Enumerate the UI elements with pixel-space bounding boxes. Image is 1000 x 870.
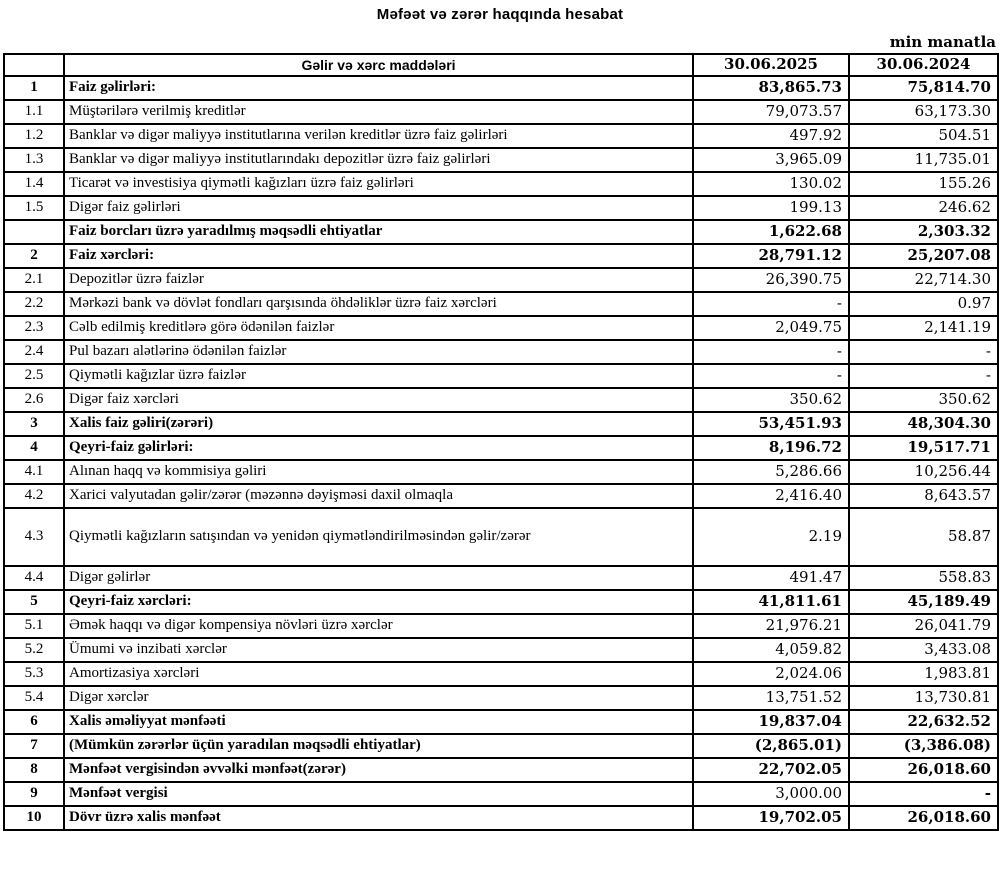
value-2024-cell: 504.51	[849, 124, 998, 148]
row-number-cell: 5	[4, 590, 64, 614]
row-label-cell: Dövr üzrə xalis mənfəət	[64, 806, 693, 830]
row-label-cell: Mənfəət vergisindən əvvəlki mənfəət(zərər)	[64, 758, 693, 782]
value-2025-cell: 497.92	[693, 124, 849, 148]
value-2025-cell: 19,837.04	[693, 710, 849, 734]
value-2025-cell: 41,811.61	[693, 590, 849, 614]
row-label-cell: Xarici valyutadan gəlir/zərər (məzənnə dəyişməsi daxil olmaqla	[64, 484, 693, 508]
table-row	[4, 244, 998, 268]
value-2024-cell: 25,207.08	[849, 244, 998, 268]
value-2025-cell: 2,049.75	[693, 316, 849, 340]
value-2024-cell: 48,304.30	[849, 412, 998, 436]
row-label-cell: Amortizasiya xərcləri	[64, 662, 693, 686]
value-2024-cell: 350.62	[849, 388, 998, 412]
row-label-cell: Ümumi və inzibati xərclər	[64, 638, 693, 662]
header-items: Gəlir və xərc maddələri	[64, 54, 693, 76]
value-2025-cell: 199.13	[693, 196, 849, 220]
page-title: Məfəət və zərər haqqında hesabat	[376, 6, 624, 23]
row-number-cell: 5.2	[4, 638, 64, 662]
row-number-cell: 4.4	[4, 566, 64, 590]
table-header-row	[4, 54, 998, 76]
header-empty-cell	[4, 54, 64, 76]
value-2025-cell: -	[693, 292, 849, 316]
table-row	[4, 292, 998, 316]
value-2024-cell: (3,386.08)	[849, 734, 998, 758]
value-2024-cell: 26,041.79	[849, 614, 998, 638]
value-2025-cell: 13,751.52	[693, 686, 849, 710]
value-2024-cell: 26,018.60	[849, 806, 998, 830]
table-row	[4, 806, 998, 830]
row-label-cell: Digər xərclər	[64, 686, 693, 710]
row-label-cell: Ticarət və investisiya qiymətli kağızları üzrə faiz gəlirləri	[64, 172, 693, 196]
row-number-cell: 2.1	[4, 268, 64, 292]
table-row	[4, 662, 998, 686]
row-label-cell: Alınan haqq və kommisiya gəliri	[64, 460, 693, 484]
table-row	[4, 388, 998, 412]
table-header	[4, 54, 998, 76]
value-2025-cell: 79,073.57	[693, 100, 849, 124]
row-label-cell: Xalis faiz gəliri(zərəri)	[64, 412, 693, 436]
value-2025-cell: 2,024.06	[693, 662, 849, 686]
row-label-cell: Xalis əməliyyat mənfəəti	[64, 710, 693, 734]
value-2024-cell: 13,730.81	[849, 686, 998, 710]
table-row	[4, 614, 998, 638]
row-number-cell: 2.3	[4, 316, 64, 340]
table-row	[4, 686, 998, 710]
value-2025-cell: -	[693, 340, 849, 364]
table-row	[4, 638, 998, 662]
row-number-cell: 1.1	[4, 100, 64, 124]
value-2025-cell: 1,622.68	[693, 220, 849, 244]
row-number-cell: 4.1	[4, 460, 64, 484]
table-row	[4, 196, 998, 220]
row-number-cell: 4	[4, 436, 64, 460]
value-2025-cell: 21,976.21	[693, 614, 849, 638]
row-number-cell: 1.2	[4, 124, 64, 148]
value-2024-cell: 8,643.57	[849, 484, 998, 508]
value-2024-cell: 11,735.01	[849, 148, 998, 172]
value-2024-cell: 3,433.08	[849, 638, 998, 662]
table-row	[4, 340, 998, 364]
row-number-cell: 7	[4, 734, 64, 758]
value-2024-cell: 75,814.70	[849, 76, 998, 100]
table-row	[4, 220, 998, 244]
value-2024-cell: 19,517.71	[849, 436, 998, 460]
row-label-cell: Digər gəlirlər	[64, 566, 693, 590]
value-2025-cell: 83,865.73	[693, 76, 849, 100]
row-label-cell: Faiz borcları üzrə yaradılmış məqsədli ehtiyatlar	[64, 220, 693, 244]
value-2024-cell: 10,256.44	[849, 460, 998, 484]
header-date-2024: 30.06.2024	[849, 54, 998, 76]
table-row	[4, 484, 998, 508]
table-row	[4, 710, 998, 734]
row-number-cell: 4.3	[4, 508, 64, 566]
table-row	[4, 460, 998, 484]
value-2025-cell: 2,416.40	[693, 484, 849, 508]
row-label-cell: Əmək haqqı və digər kompensiya növləri üzrə xərclər	[64, 614, 693, 638]
row-number-cell: 2.2	[4, 292, 64, 316]
table-row	[4, 148, 998, 172]
profit-loss-table	[3, 53, 999, 831]
row-label-cell: Qiymətli kağızların satışından və yenidən qiymətləndirilməsindən gəlir/zərər	[64, 508, 693, 566]
value-2024-cell: 1,983.81	[849, 662, 998, 686]
row-number-cell: 2.4	[4, 340, 64, 364]
row-number-cell: 10	[4, 806, 64, 830]
row-label-cell: Müştərilərə verilmiş kreditlər	[64, 100, 693, 124]
row-label-cell: (Mümkün zərərlər üçün yaradılan məqsədli ehtiyatlar)	[64, 734, 693, 758]
value-2025-cell: -	[693, 364, 849, 388]
row-label-cell: Banklar və digər maliyyə institutlarındakı depozitlər üzrə faiz gəlirləri	[64, 148, 693, 172]
row-number-cell: 9	[4, 782, 64, 806]
row-label-cell: Qiymətli kağızlar üzrə faizlər	[64, 364, 693, 388]
table-row	[4, 734, 998, 758]
value-2024-cell: 2,303.32	[849, 220, 998, 244]
header-date-2025: 30.06.2025	[693, 54, 849, 76]
value-2024-cell: 58.87	[849, 508, 998, 566]
value-2024-cell: 45,189.49	[849, 590, 998, 614]
value-2024-cell: -	[849, 340, 998, 364]
value-2024-cell: 2,141.19	[849, 316, 998, 340]
table-row	[4, 172, 998, 196]
table-row	[4, 508, 998, 566]
row-label-cell: Cəlb edilmiş kreditlərə görə ödənilən faizlər	[64, 316, 693, 340]
table-row	[4, 590, 998, 614]
value-2025-cell: 4,059.82	[693, 638, 849, 662]
table-row	[4, 76, 998, 100]
value-2025-cell: 22,702.05	[693, 758, 849, 782]
row-label-cell: Depozitlər üzrə faizlər	[64, 268, 693, 292]
value-2024-cell: 558.83	[849, 566, 998, 590]
table-row	[4, 124, 998, 148]
table-row	[4, 782, 998, 806]
value-2025-cell: 53,451.93	[693, 412, 849, 436]
row-label-cell: Faiz gəlirləri:	[64, 76, 693, 100]
row-label-cell: Qeyri-faiz xərcləri:	[64, 590, 693, 614]
row-number-cell: 6	[4, 710, 64, 734]
table-row	[4, 758, 998, 782]
value-2024-cell: -	[849, 782, 998, 806]
table-row	[4, 436, 998, 460]
row-number-cell: 4.2	[4, 484, 64, 508]
unit-note: min manatla	[889, 33, 996, 51]
value-2025-cell: 5,286.66	[693, 460, 849, 484]
row-number-cell: 1	[4, 76, 64, 100]
row-label-cell: Digər faiz gəlirləri	[64, 196, 693, 220]
value-2025-cell: 26,390.75	[693, 268, 849, 292]
value-2025-cell: 350.62	[693, 388, 849, 412]
value-2025-cell: 3,000.00	[693, 782, 849, 806]
row-number-cell: 3	[4, 412, 64, 436]
value-2024-cell: 63,173.30	[849, 100, 998, 124]
row-number-cell	[4, 220, 64, 244]
row-number-cell: 1.3	[4, 148, 64, 172]
row-number-cell: 2.6	[4, 388, 64, 412]
row-number-cell: 2	[4, 244, 64, 268]
value-2025-cell: 8,196.72	[693, 436, 849, 460]
value-2024-cell: 22,714.30	[849, 268, 998, 292]
table-row	[4, 364, 998, 388]
row-number-cell: 5.4	[4, 686, 64, 710]
row-number-cell: 8	[4, 758, 64, 782]
value-2024-cell: -	[849, 364, 998, 388]
row-label-cell: Qeyri-faiz gəlirləri:	[64, 436, 693, 460]
table-row	[4, 412, 998, 436]
value-2025-cell: 491.47	[693, 566, 849, 590]
row-number-cell: 5.3	[4, 662, 64, 686]
row-label-cell: Banklar və digər maliyyə institutlarına verilən kreditlər üzrə faiz gəlirləri	[64, 124, 693, 148]
row-number-cell: 1.4	[4, 172, 64, 196]
value-2024-cell: 155.26	[849, 172, 998, 196]
value-2025-cell: 28,791.12	[693, 244, 849, 268]
value-2025-cell: 2.19	[693, 508, 849, 566]
table-row	[4, 566, 998, 590]
value-2024-cell: 246.62	[849, 196, 998, 220]
row-label-cell: Digər faiz xərcləri	[64, 388, 693, 412]
value-2024-cell: 22,632.52	[849, 710, 998, 734]
row-label-cell: Mərkəzi bank və dövlət fondları qarşısında öhdəliklər üzrə faiz xərcləri	[64, 292, 693, 316]
row-label-cell: Mənfəət vergisi	[64, 782, 693, 806]
row-label-cell: Pul bazarı alətlərinə ödənilən faizlər	[64, 340, 693, 364]
row-label-cell: Faiz xərcləri:	[64, 244, 693, 268]
row-number-cell: 1.5	[4, 196, 64, 220]
value-2025-cell: 3,965.09	[693, 148, 849, 172]
value-2025-cell: 130.02	[693, 172, 849, 196]
row-number-cell: 5.1	[4, 614, 64, 638]
value-2024-cell: 26,018.60	[849, 758, 998, 782]
table-row	[4, 268, 998, 292]
table-body	[4, 76, 998, 830]
row-number-cell: 2.5	[4, 364, 64, 388]
value-2024-cell: 0.97	[849, 292, 998, 316]
value-2025-cell: (2,865.01)	[693, 734, 849, 758]
table-row	[4, 316, 998, 340]
value-2025-cell: 19,702.05	[693, 806, 849, 830]
table-row	[4, 100, 998, 124]
